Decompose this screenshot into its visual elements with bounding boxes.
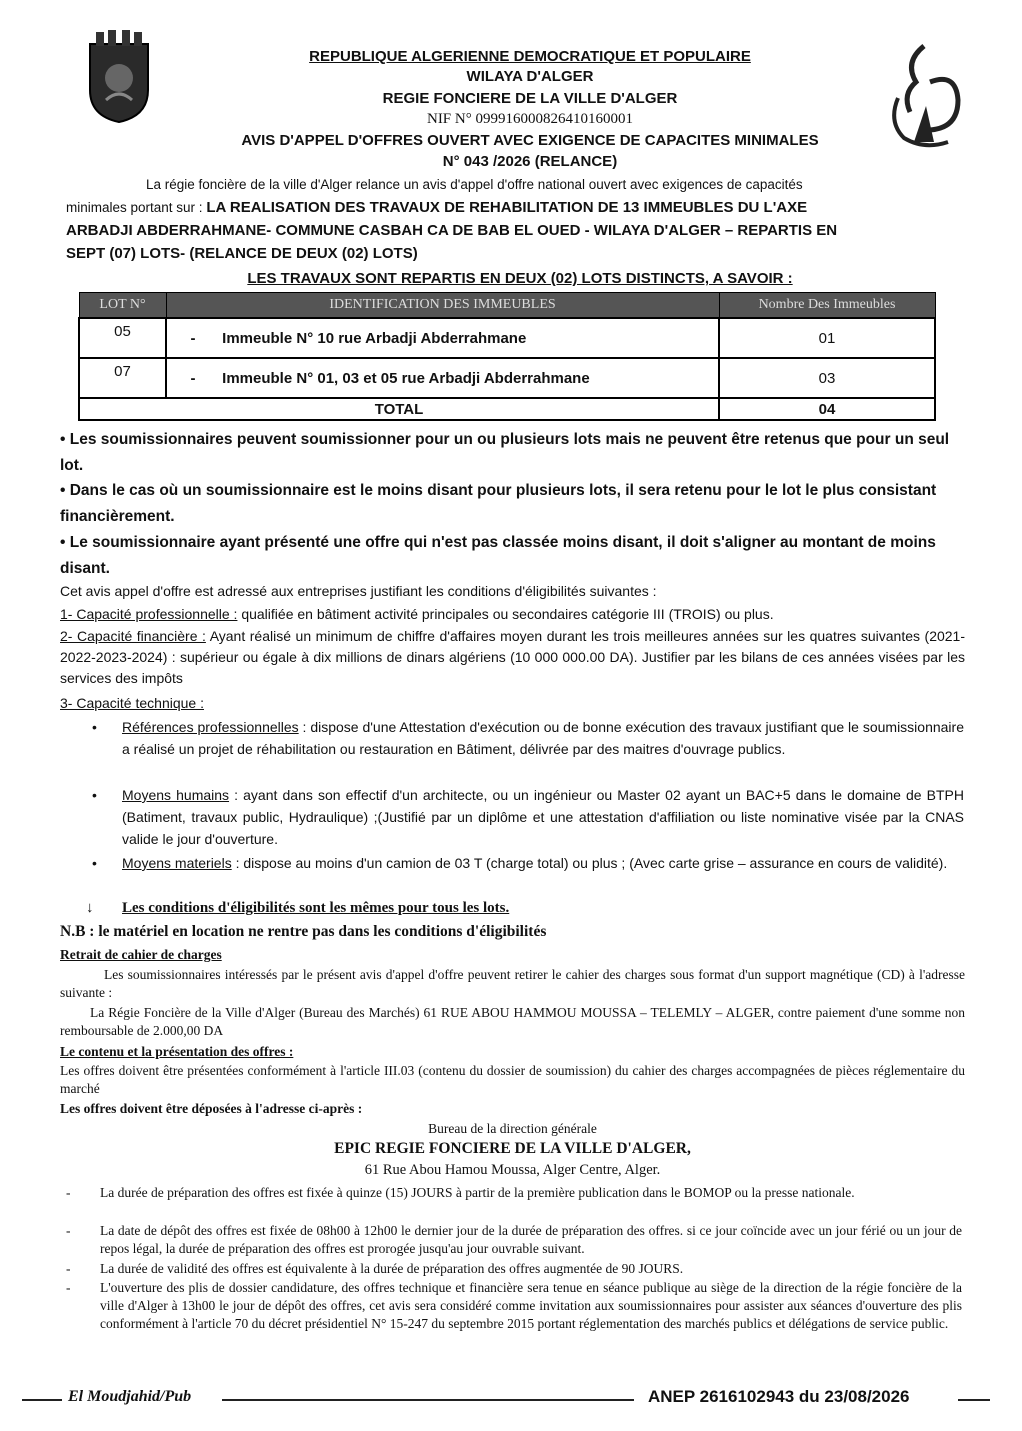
footer-publication: El Moudjahid/Pub bbox=[68, 1388, 192, 1405]
contenu-text: Les offres doivent être présentées conformément à l'article III.03 (contenu du dossier de soumission) du cahier des charges accompagnées de pièces réglementaire du marché bbox=[60, 1063, 965, 1096]
nb-note: N.B : le matériel en location ne rentre pas dans les conditions d'éligibilités bbox=[60, 923, 547, 940]
capacite-financiere: 2- Capacité financière : Ayant réalisé un minimum de chiffre d'affaires moyen durant les trois meilleures années sur les quatres suivantes (2021-2022-2023-2024) : supérieur ou égale à dix millions de dinars algériens (10 000 000.00 DA). Justifier par les bilans de ces années visées par les services des impôts bbox=[60, 628, 966, 686]
eligibility-same-note: ↓ Les conditions d'éligibilités sont les mêmes pour tous les lots. bbox=[92, 897, 952, 920]
depot-text: Les offres doivent être déposées à l'adresse ci-après : bbox=[60, 1101, 363, 1116]
col-lot: LOT N° bbox=[79, 293, 166, 319]
footer-rule-right bbox=[958, 1399, 990, 1401]
lots-title: LES TRAVAUX SONT REPARTIS EN DEUX (02) LOTS DISTINCTS, A SAVOIR : bbox=[247, 270, 793, 287]
lot-identification: - Immeuble N° 10 rue Arbadji Abderrahmane bbox=[166, 318, 719, 358]
bureau-line: Bureau de la direction générale bbox=[428, 1121, 597, 1136]
total-label: TOTAL bbox=[79, 398, 719, 420]
lot-identification: - Immeuble N° 01, 03 et 05 rue Arbadji Abderrahmane bbox=[166, 358, 719, 398]
nif-number: NIF N° 099916000826410160001 bbox=[426, 111, 633, 127]
lot-number: 05 bbox=[79, 318, 166, 358]
retrait-text: Les soumissionnaires intéressés par le présent avis d'appel d'offre peuvent retirer le cahier des charges sous format d'un support magnétique (CD) à l'adresse suivante : bbox=[60, 967, 965, 1000]
bullet-icon: • bbox=[92, 719, 97, 735]
col-identification: IDENTIFICATION DES IMMEUBLES bbox=[166, 293, 719, 319]
final-item: - La durée de préparation des offres est fixée à quinze (15) JOURS à partir de la première publication dans le BOMOP ou la presse nationale. bbox=[66, 1185, 855, 1200]
retrait-title: Retrait de cahier de charges bbox=[60, 947, 222, 962]
intro-line-1: La régie foncière de la ville d'Alger relance un avis d'appel d'offre national ouvert avec exigences de capacités bbox=[146, 177, 803, 192]
col-count: Nombre Des Immeubles bbox=[719, 293, 935, 319]
retrait-address: La Régie Foncière de la Ville d'Alger (Bureau des Marchés) 61 RUE ABOU HAMMOU MOUSSA – TELEMLY – ALGER, contre paiement d'une somme non remboursable de 2.000,00 DA bbox=[60, 1005, 965, 1038]
footer-rule-middle bbox=[222, 1399, 634, 1401]
wilaya-title: WILAYA D'ALGER bbox=[466, 68, 594, 85]
lot-count: 03 bbox=[719, 358, 935, 398]
table-row bbox=[79, 358, 935, 398]
final-item: - L'ouverture des plis de dossier candidature, des offres technique et financière sera tenue en séance publique au siège de la direction de la régie foncière de la ville d'Alger à 13h00 le jour de dépôt des offres, cet avis sera considéré comme invitation aux soumissionnaires pour assister aux séances d'ouverture des plis conformément à l'article 70 du décret présidentiel N° 15-247 du septembre 2015 portant réglementation des marchés publics et délégations de service public. bbox=[66, 1280, 962, 1331]
wilaya-seal-icon bbox=[86, 30, 152, 124]
final-item: - La durée de validité des offres est équivalente à la durée de préparation des offres augmentée de 90 JOURS. bbox=[66, 1261, 684, 1276]
lots-table bbox=[78, 292, 936, 421]
intro-line-3: ARBADJI ABDERRAHMANE- COMMUNE CASBAH CA DE BAB EL OUED - WILAYA D'ALGER – REPARTIS EN bbox=[66, 222, 838, 239]
capacite-technique-title: 3- Capacité technique : bbox=[60, 695, 204, 711]
avis-title: AVIS D'APPEL D'OFFRES OUVERT AVEC EXIGENCE DE CAPACITES MINIMALES bbox=[241, 132, 819, 149]
adresse-line: 61 Rue Abou Hamou Moussa, Alger Centre, Alger. bbox=[364, 1162, 661, 1178]
bullet-icon: • bbox=[92, 787, 97, 803]
regie-title: REGIE FONCIERE DE LA VILLE D'ALGER bbox=[382, 90, 678, 107]
total-value: 04 bbox=[719, 398, 935, 420]
table-row bbox=[79, 318, 935, 358]
bullet-icon: • bbox=[92, 855, 97, 871]
tech-references: • Références professionnelles : dispose d'une Attestation d'exécution ou de bonne exécution des travaux justifiant que le soumissionnaire a réalisé un projet de réhabilitation ou restauration en Bâtiment, délivrée par des maitres d'ouvrage publics. bbox=[122, 716, 964, 760]
epic-line: EPIC REGIE FONCIERE DE LA VILLE D'ALGER, bbox=[334, 1140, 691, 1157]
bullet-item: • Les soumissionnaires peuvent soumissionner pour un ou plusieurs lots mais ne peuvent être retenus que pour un seul lot. bbox=[60, 431, 950, 474]
arrow-down-icon: ↓ bbox=[86, 900, 94, 916]
tech-moyens-materiels: • Moyens materiels : dispose au moins d'un camion de 03 T (charge total) ou plus ; (Avec carte grise – assurance en cours de validité). bbox=[122, 852, 964, 874]
eligibility-intro: Cet avis appel d'offre est adressé aux entreprises justifiant les conditions d'éligibilités suivantes : bbox=[60, 583, 657, 599]
intro-line-2: minimales portant sur : LA REALISATION DES TRAVAUX DE REHABILITATION DE 13 IMMEUBLES DU L'AXE bbox=[66, 199, 808, 216]
tech-moyens-humains: • Moyens humains : ayant dans son effectif d'un architecte, ou un ingénieur ou Master 02 ayant un BAC+5 dans le domaine de BTPH (Batiment, travaux public, Hydraulique) ;(Justifié par un diplôme et une attestation d'affiliation ou liste nominative visée par la CNAS valide le jour d'ouverture. bbox=[122, 784, 964, 850]
footer-anep-reference: ANEP 2616102943 du 23/08/2026 bbox=[648, 1387, 910, 1406]
intro-line-4: SEPT (07) LOTS- (RELANCE DE DEUX (02) LOTS) bbox=[66, 245, 418, 262]
contenu-title: Le contenu et la présentation des offres : bbox=[60, 1044, 294, 1059]
bullet-item: • Dans le cas où un soumissionnaire est le moins disant pour plusieurs lots, il sera retenu pour le lot le plus consistant financièrement. bbox=[60, 482, 937, 525]
republic-title: REPUBLIQUE ALGERIENNE DEMOCRATIQUE ET POPULAIRE bbox=[309, 48, 751, 65]
bullet-item: • Le soumissionnaire ayant présenté une offre qui n'est pas classée moins disant, il doit s'aligner au montant de moins disant. bbox=[60, 534, 936, 577]
final-item: - La date de dépôt des offres est fixée de 08h00 à 12h00 le dernier jour de la durée de préparation des offres. si ce jour coïncide avec un jour férié ou un jour de repos légal, la durée de préparation des offres est prorogée jusqu'au jour ouvrable suivant. bbox=[66, 1223, 962, 1256]
capacite-professionnelle: 1- Capacité professionnelle : qualifiée en bâtiment activité principales ou secondaires catégorie III (TROIS) ou plus. bbox=[60, 606, 774, 622]
lot-number: 07 bbox=[79, 358, 166, 398]
footer-rule-left bbox=[22, 1399, 62, 1401]
avis-number: N° 043 /2026 (RELANCE) bbox=[442, 153, 618, 170]
lot-count: 01 bbox=[719, 318, 935, 358]
table-total-row bbox=[79, 398, 935, 420]
